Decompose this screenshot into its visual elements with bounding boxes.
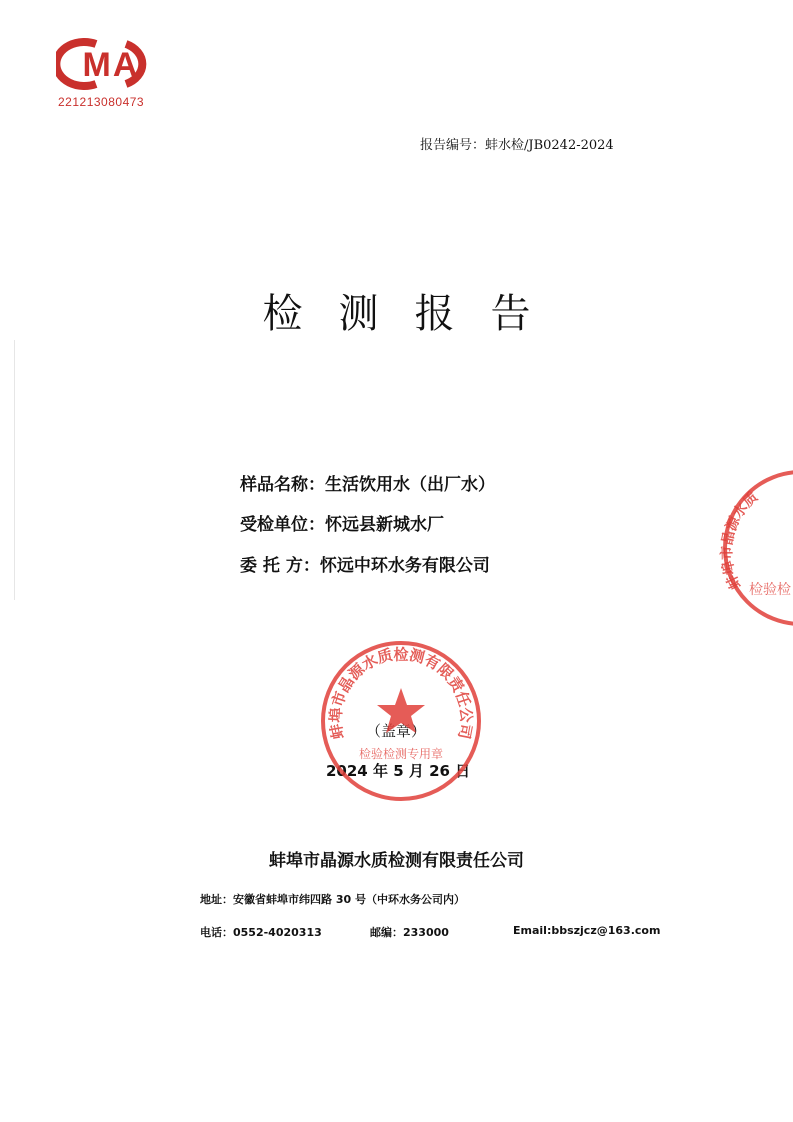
sample-name-value: 生活饮用水（出厂水）	[325, 475, 495, 495]
scan-edge-line	[14, 340, 15, 600]
company-address: 地址：安徽省蚌埠市纬四路 30 号（中环水务公司内）	[200, 893, 465, 906]
cma-logo	[56, 38, 166, 90]
seal-label: （盖章）	[366, 722, 427, 740]
company-phone: 电话：0552-4020313	[200, 926, 322, 939]
client-row	[240, 551, 490, 576]
inspected-unit-label: 受检单位：	[240, 515, 325, 535]
edge-stamp-sub-text: 检验检	[749, 582, 791, 598]
company-name: 蚌埠市晶源水质检测有限责任公司	[269, 851, 524, 871]
cma-letters: MA	[82, 46, 140, 84]
inspected-unit-value: 怀远县新城水厂	[325, 515, 444, 535]
client-value: 怀远中环水务有限公司	[319, 556, 490, 576]
sample-name-label: 样品名称：	[240, 475, 325, 495]
company-postcode: 邮编：233000	[370, 926, 449, 939]
stamp-company-text: 蚌埠市晶源水质检测有限责任公司	[326, 645, 476, 741]
client-label: 委 托 方：	[240, 556, 320, 576]
sample-name-row	[240, 470, 495, 495]
cma-number: 221213080473	[58, 95, 145, 109]
stamp-star-icon	[377, 688, 425, 733]
edge-stamp	[715, 466, 793, 630]
company-stamp	[318, 638, 484, 804]
company-email: Email:bbszjcz@163.com	[513, 924, 661, 937]
inspected-unit-row	[240, 510, 444, 535]
page-title: 检测报告	[262, 291, 567, 337]
report-date: 2024 年 5 月 26 日	[326, 762, 471, 780]
stamp-sub-text: 检验检测专用章	[358, 747, 444, 761]
report-number: 报告编号：蚌水检/JB0242-2024	[420, 138, 614, 153]
edge-stamp-text: 蚌埠市晶源水质	[719, 489, 762, 592]
